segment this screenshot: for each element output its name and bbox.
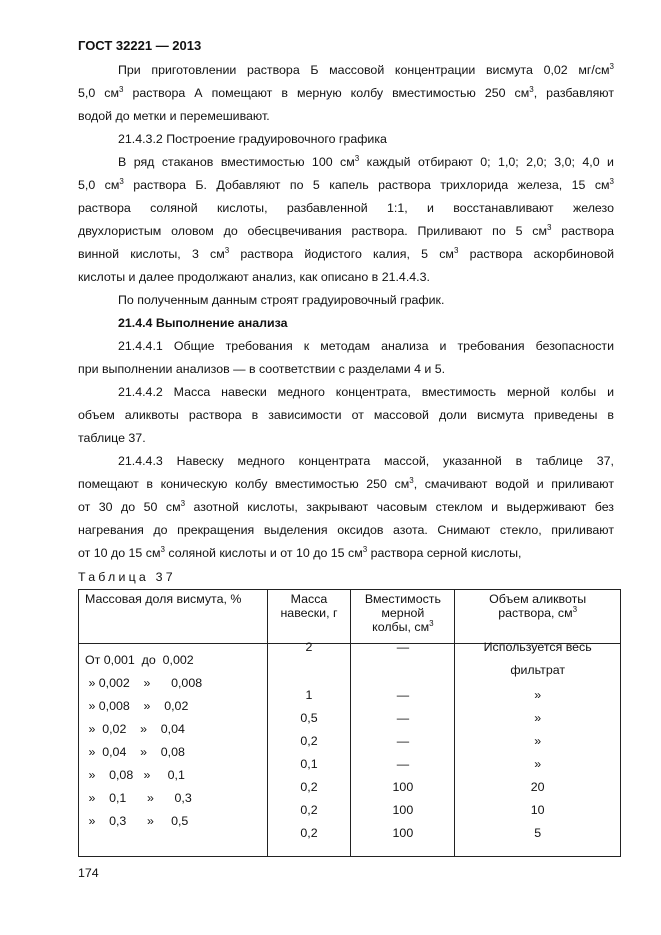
paragraph-line: водой до метки и перемешивают. (78, 109, 270, 123)
cell-value: — (396, 757, 410, 771)
page-number: 174 (78, 866, 99, 880)
cell-value: » 0,1 » 0,3 (85, 791, 192, 805)
paragraph-line: 21.4.4.2 Масса навески медного концентрата, вместимость мерной колбы и (118, 385, 614, 399)
cell-value: — (396, 640, 410, 654)
cell-value: От 0,001 до 0,002 (85, 653, 194, 667)
paragraph-line: При приготовлении раствора Б массовой концентрации висмута 0,02 $мг/см^3$ (118, 62, 614, 77)
cell-value: » 0,02 » 0,04 (85, 722, 185, 736)
cell-value: — (396, 688, 410, 702)
cell-value: 0,2 (300, 826, 318, 840)
document-header: ГОСТ 32221 — 2013 (78, 38, 202, 53)
paragraph-line: По полученным данным строят градуировочный график. (118, 293, 445, 307)
cell-value: 0,5 (300, 711, 318, 725)
table-cell (267, 640, 351, 857)
table-caption: Таблица 37 (78, 570, 176, 584)
paragraph-line: 21.4.4.1 Общие требования к методам анализа и требования безопасности (118, 339, 614, 353)
cell-value: 0,1 (300, 757, 318, 771)
paragraph-line: В ряд стаканов вместимостью 100 $см^3$ каждый отбирают 0; 1,0; 2,0; 3,0; 4,0 и (118, 154, 614, 169)
cell-value: фильтрат (510, 663, 566, 677)
cell-value: 100 (392, 826, 414, 840)
column-header: Вместимость мерной колбы, $см^3$ (351, 590, 455, 644)
table-cell (455, 640, 621, 857)
cell-value: » 0,002 » 0,008 (85, 676, 203, 690)
cell-value: — (396, 711, 410, 725)
paragraph-line: объем аликвоты раствора в зависимости от массовой доли висмута приведены в (78, 408, 614, 422)
paragraph-line: от 10 до 15 $см^3$ соляной кислоты и от 10 до 15 $см^3$ раствора серной кислоты, (78, 545, 522, 560)
paragraph-line: 21.4.4.3 Навеску медного концентрата массой, указанной в таблице 37, (118, 454, 614, 468)
cell-value: » (534, 734, 542, 748)
cell-value: » (534, 688, 542, 702)
cell-value: » 0,008 » 0,02 (85, 699, 189, 713)
cell-value: » (534, 711, 542, 725)
cell-value: 100 (392, 803, 414, 817)
cell-value: » (534, 757, 542, 771)
subsection-heading: 21.4.3.2 Построение градуировочного графика (118, 132, 387, 146)
cell-value: 10 (530, 803, 545, 817)
cell-value: 100 (392, 780, 414, 794)
column-header: Объем аликвоты раствора, $см^3$ (455, 590, 621, 644)
paragraph-line: нагревания до прекращения выделения оксидов азота. Снимают стекло, приливают (78, 523, 614, 537)
paragraph-line: двухлористым оловом до обесцвечивания раствора. Приливают по 5 $см^3$ раствора (78, 223, 614, 238)
cell-value: 0,2 (300, 734, 318, 748)
cell-value: 1 (305, 688, 313, 702)
paragraph-line: от 30 до 50 $см^3$ азотной кислоты, закрывают часовым стеклом и выдерживают без (78, 499, 614, 514)
cell-value: » 0,04 » 0,08 (85, 745, 185, 759)
cell-value: 20 (530, 780, 545, 794)
paragraph-line: таблице 37. (78, 431, 146, 445)
cell-value: 2 (305, 640, 313, 654)
table-body-row (79, 644, 621, 857)
paragraph-line: кислоты и далее продолжают анализ, как описано в 21.4.4.3. (78, 270, 430, 284)
paragraph-line: 5,0 $см^3$ раствора А помещают в мерную колбу вместимостью 250 $см^3$, разбавляют (78, 85, 614, 100)
cell-value: » 0,08 » 0,1 (85, 768, 185, 782)
column-header: Масса навески, г (267, 590, 351, 644)
cell-value: 5 (534, 826, 542, 840)
cell-value: 0,2 (300, 803, 318, 817)
table-cell (351, 640, 455, 857)
section-heading: 21.4.4 Выполнение анализа (118, 316, 288, 330)
table-cell (79, 644, 268, 857)
cell-value: 0,2 (300, 780, 318, 794)
cell-value: » 0,3 » 0,5 (85, 814, 189, 828)
paragraph-line: 5,0 $см^3$ раствора Б. Добавляют по 5 капель раствора трихлорида железа, 15 $см^3$ (78, 177, 614, 192)
data-table (78, 589, 621, 857)
paragraph-line: помещают в коническую колбу вместимостью 250 $см^3$, смачивают водой и приливают (78, 476, 614, 491)
table-header-row (79, 590, 621, 644)
paragraph-line: винной кислоты, 3 $см^3$ раствора йодистого калия, 5 $см^3$ раствора аскорбиновой (78, 246, 614, 261)
cell-value: Используется весь (483, 640, 592, 654)
paragraph-line: при выполнении анализов — в соответствии с разделами 4 и 5. (78, 362, 446, 376)
paragraph-line: раствора соляной кислоты, разбавленной 1:1, и восстанавливают железо (78, 201, 614, 215)
cell-value: — (396, 734, 410, 748)
column-header: Массовая доля висмута, % (79, 590, 268, 644)
